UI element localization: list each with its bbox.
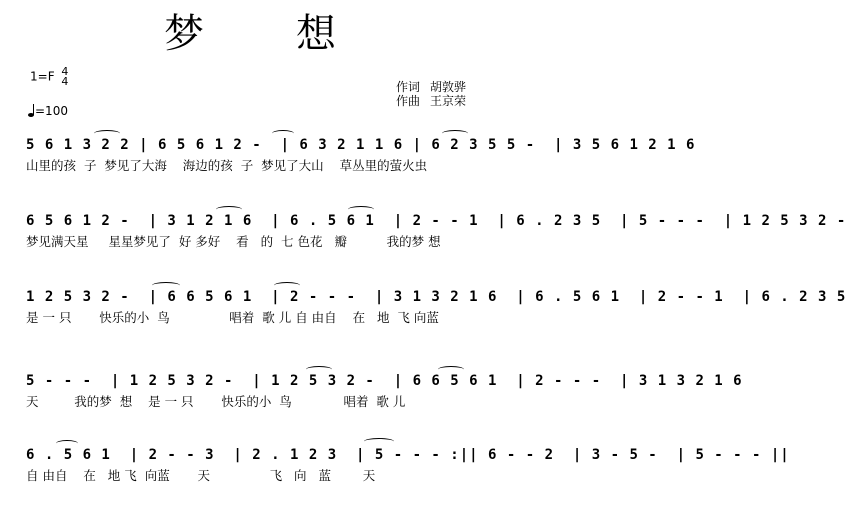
credits xyxy=(396,80,466,108)
slur xyxy=(438,366,464,373)
slur xyxy=(216,206,242,213)
slur xyxy=(364,438,394,445)
slur xyxy=(306,366,332,373)
score-system-2 xyxy=(26,212,846,252)
lyric-line: 天 我的梦 想 是 一 只 快乐的小 鸟 唱着 歌 儿 xyxy=(26,394,406,409)
slur xyxy=(442,130,468,137)
slur xyxy=(56,440,78,447)
credit-name: 王京荣 xyxy=(430,94,467,108)
song-title: 梦 想 xyxy=(164,11,362,57)
slur xyxy=(94,130,120,137)
slur xyxy=(274,282,300,289)
notation-line: 1 2 5 3 2 - | 6 6 5 6 1 | 2 - - - | 3 1 3 2 1 6 | 6 . 5 6 1 | 2 - - 1 | 6 . 2 3 5 xyxy=(26,289,846,305)
lyric-line: 是 一 只 快乐的小 鸟 唱着 歌 儿 自 由自 在 地 飞 向蓝 xyxy=(26,310,439,325)
key-signature xyxy=(30,67,68,87)
slur xyxy=(348,206,374,213)
tempo-value: =100 xyxy=(35,104,68,118)
lyric-line: 梦见满天星 星星梦见了 好 多好 看 的 七 色花 瓣 我的梦 想 xyxy=(26,234,441,249)
time-denominator: 4 xyxy=(61,75,69,88)
credit-role: 作曲 xyxy=(396,94,421,108)
notation-line: 5 - - - | 1 2 5 3 2 - | 1 2 5 3 2 - | 6 6 5 6 1 | 2 - - - | 3 1 3 2 1 6 xyxy=(26,373,743,389)
slur xyxy=(152,282,180,289)
score-system-4 xyxy=(26,372,743,412)
time-numerator: 4 xyxy=(61,65,69,78)
score-system-5 xyxy=(26,446,790,486)
slur xyxy=(272,130,294,137)
lyric-line: 山里的孩 子 梦见了大海 海边的孩 子 梦见了大山 草丛里的萤火虫 xyxy=(26,158,428,173)
key-label: 1=F xyxy=(30,69,55,84)
credit-name: 胡敦骅 xyxy=(430,80,467,94)
notation-line: 6 5 6 1 2 - | 3 1 2 1 6 | 6 . 5 6 1 | 2 - - 1 | 6 . 2 3 5 | 5 - - - | 1 2 5 3 2 - xyxy=(26,213,846,229)
quarter-note-icon xyxy=(28,113,34,117)
lyric-line: 自 由自 在 地 飞 向蓝 天 飞 向 蓝 天 xyxy=(26,468,376,483)
notation-line: 5 6 1 3 2 2 | 6 5 6 1 2 - | 6 3 2 1 1 6 | 6 2 3 5 5 - | 3 5 6 1 2 1 6 xyxy=(26,137,696,153)
time-signature xyxy=(61,67,68,87)
score-system-3 xyxy=(26,288,846,328)
credit-role: 作词 xyxy=(396,80,421,94)
lyricist-credit xyxy=(396,80,466,94)
notation-line: 6 . 5 6 1 | 2 - - 3 | 2 . 1 2 3 | 5 - - - :|| 6 - - 2 | 3 - 5 - | 5 - - - || xyxy=(26,447,790,463)
composer-credit xyxy=(396,94,466,108)
score-system-1 xyxy=(26,136,696,176)
tempo-marking xyxy=(28,104,68,118)
